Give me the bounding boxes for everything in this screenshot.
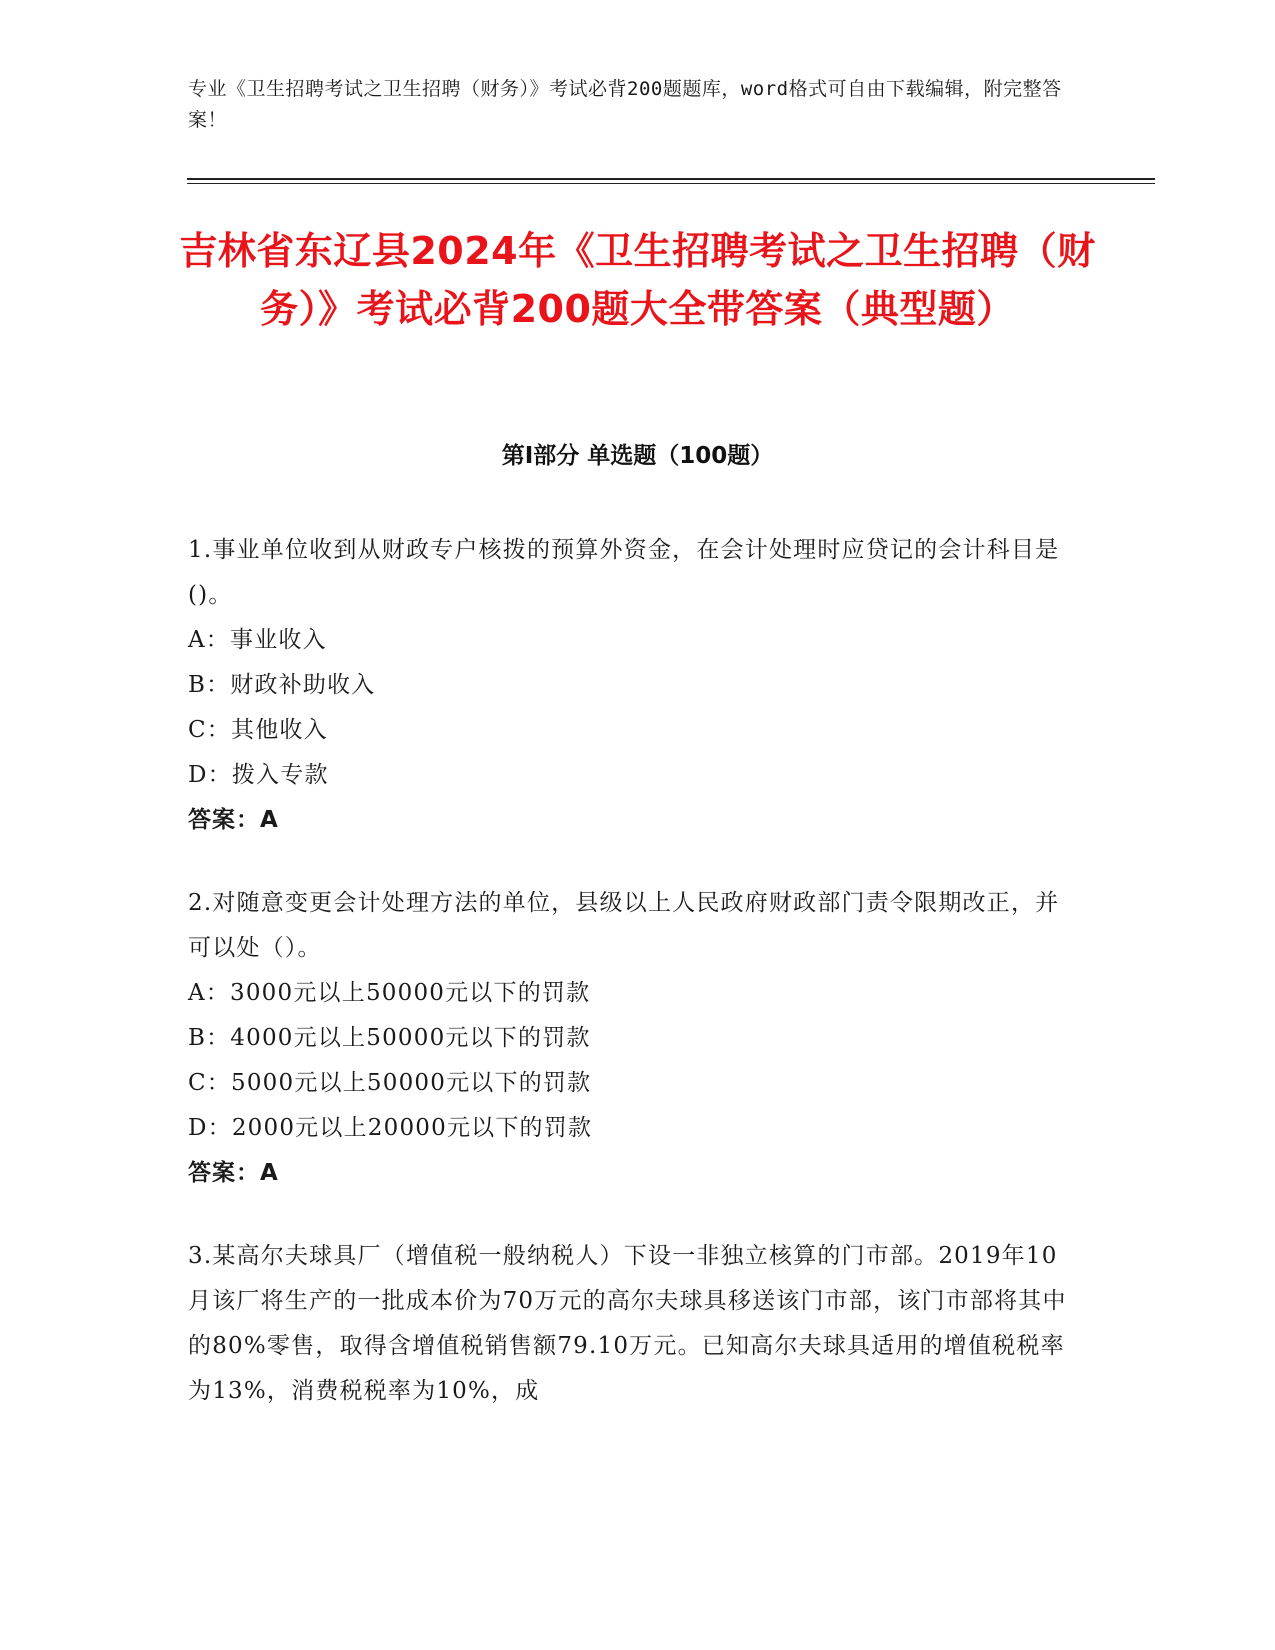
question-list	[188, 528, 1078, 1452]
option-a: A：3000元以上50000元以下的罚款	[188, 980, 591, 1006]
option-c: C：其他收入	[188, 717, 328, 743]
option-d: D：拨入专款	[188, 762, 329, 788]
question-3	[188, 1234, 1078, 1414]
option-c: C：5000元以上50000元以下的罚款	[188, 1070, 592, 1096]
question-1	[188, 528, 1078, 843]
option-d: D：2000元以上20000元以下的罚款	[188, 1115, 593, 1141]
header-divider-thin	[187, 183, 1155, 184]
option-a: A：事业收入	[188, 627, 327, 653]
question-2	[188, 881, 1078, 1196]
question-stem: 2.对随意变更会计处理方法的单位，县级以上人民政府财政部门责令限期改正，并可以处（）。	[188, 890, 1060, 961]
answer-label: 答案：A	[188, 1160, 279, 1186]
question-stem: 1.事业单位收到从财政专户核拨的预算外资金，在会计处理时应贷记的会计科目是()。	[188, 537, 1060, 608]
section-title: 第I部分 单选题（100题）	[501, 443, 774, 469]
option-b: B：4000元以上50000元以下的罚款	[188, 1025, 591, 1051]
header-divider-thick	[187, 178, 1155, 180]
option-b: B：财政补助收入	[188, 672, 376, 698]
document-title: 吉林省东辽县2024年《卫生招聘考试之卫生招聘（财务）》考试必背200题大全带答案（典型题）	[179, 229, 1096, 331]
question-stem: 3.某高尔夫球具厂（增值税一般纳税人）下设一非独立核算的门市部。2019年10月该厂将生产的一批成本价为70万元的高尔夫球具移送该门市部，该门市部将其中的80%零售，取得含增值税销售额79.10万元。已知高尔夫球具适用的增值税税率为13%，消费税税率为10%，成	[188, 1243, 1067, 1404]
header-note: 专业《卫生招聘考试之卫生招聘（财务）》考试必背200题题库，word格式可自由下载编辑，附完整答案！	[188, 78, 1062, 131]
answer-label: 答案：A	[188, 807, 279, 833]
